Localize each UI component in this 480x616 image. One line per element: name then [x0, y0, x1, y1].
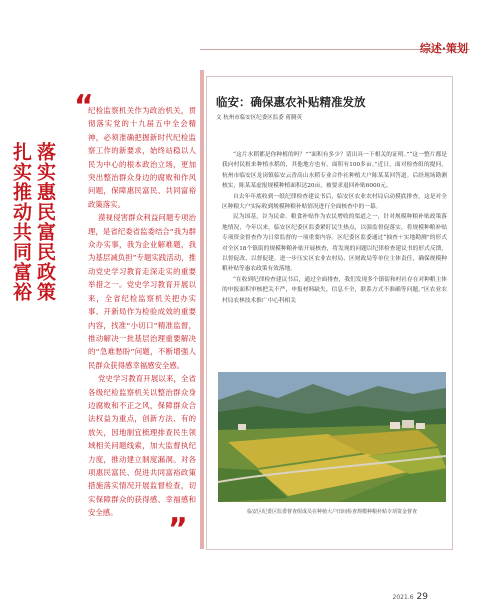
section-label: 综述 [419, 42, 442, 55]
article-paragraph: 民为国基，谷为民命。粮食补贴作为农民增收的渠道之一，针对规模种粮补贴政策落地情况，今年以来，临安区纪委区监委紧盯民生热点，以强监督促落实，将规模种粮补贴专项资金督查作为日常监督的一项重要内容。区纪委区监委通过“抽查＋实地勘测”的形式对全区18个镇街的规模种粮补贴开展核查，将发现的问题以纪律检查建议书的形式反馈，以督促改、以督促建，进一步压实区农业农村局、区财政局等单位主体责任，确保规模种粮补贴等惠农政策有效落地。 [222, 214, 447, 273]
sidebar-title-line1: 落实惠民富民政策 [34, 142, 56, 302]
sidebar-paragraph: 党史学习教育开展以来，全省各级纪检监察机关以整治群众身边腐败和不正之风，保障群众合法权益为重点，创新方法、有的放矢，因地制宜梳理排查民生领域相关问题线索，加大监督执纪力度，推动建立制度漏洞。对各项惠民富民、促进共同富裕政策措施落实情况开展监督检查，切实保障群众的获得感、幸福感和安全感。 [88, 374, 196, 518]
subsection-label: 策划 [446, 42, 468, 55]
sidebar-paragraph: 漠视侵害群众利益问题专项治理，是省纪委省监委结合“我为群众办实事，我为企业解难题，我为基层减负担”专题实践活动，推动党史学习教育走深走实的重要举措之一。党史学习教育开展以来，全省纪检监察机关把办实事、开新局作为检验成效的重要内容，找准“小切口”精准监督，推动解决一批基层治理重要解决的“急难愁盼”问题，不断增强人民群众获得感幸福感安全感。 [88, 213, 196, 370]
page-footer [393, 592, 428, 602]
sidebar-text [88, 104, 196, 520]
sidebar-title-line2: 扎实推动共同富裕 [10, 142, 32, 302]
section-tag [420, 40, 468, 56]
farmland-photo [218, 372, 446, 502]
page-number: 29 [416, 592, 428, 602]
article-paragraph: 自去年年底收到一纸纪律检查建议书后，临安区农业农村局启动摸底排查，这是对全区种粮大户实际收到规模种粮补贴情况进行全面核查中的一幕。 [222, 193, 447, 211]
photo-caption: 临安区纪委区监委督查组成员在种植大户田间检查规模种粮补贴专项资金督查 [246, 509, 417, 515]
article-body [222, 150, 447, 306]
article-paragraph: “这片水稻都是你种植的吗？”“面积有多少？请出具一下相关的证明。”“这一整片都是我向村民租来种植水稻的，其他地方也有，面积有100多亩。”近日，面对检查组的提问，杭州市临安区龙岗镇临安云香高山水稻专业合作社种植大户陈某某回答道。后经现场勘测核实，陈某某虚报规模种植面积达20亩，被要求退回补贴6000元。 [222, 152, 447, 190]
open-quote-mark: “ [74, 89, 94, 124]
article-accent-bar [200, 70, 204, 549]
section-dot: · [441, 42, 446, 55]
article-paragraph: “在收到纪律检查建议书后，通过全面排查，我们发现多个镇街和村社存在对种粮主体的申报面积审核把关不严，申报材料缺失、信息不全，联系方式不准确等问题。”区农业农村局农林技术推广中心科相关 [222, 276, 447, 304]
article-title: 临安：确保惠农补贴精准发放 [216, 95, 366, 109]
issue-date: 2021.6 [392, 594, 414, 601]
article-byline: 文 杭州市临安区纪委区监委 蒋腾英 [216, 115, 302, 121]
close-quote-mark: ” [168, 512, 188, 547]
sidebar-paragraph: 纪检监察机关作为政治机关，贯彻落实党的十九届五中全会精神，必须准确把握新时代纪检监察工作的新要求，始终站稳以人民为中心的根本政治立场，更加突出整治群众身边的腐败和作风问题，保障惠民富民、共同富裕政策落实。 [88, 106, 196, 209]
